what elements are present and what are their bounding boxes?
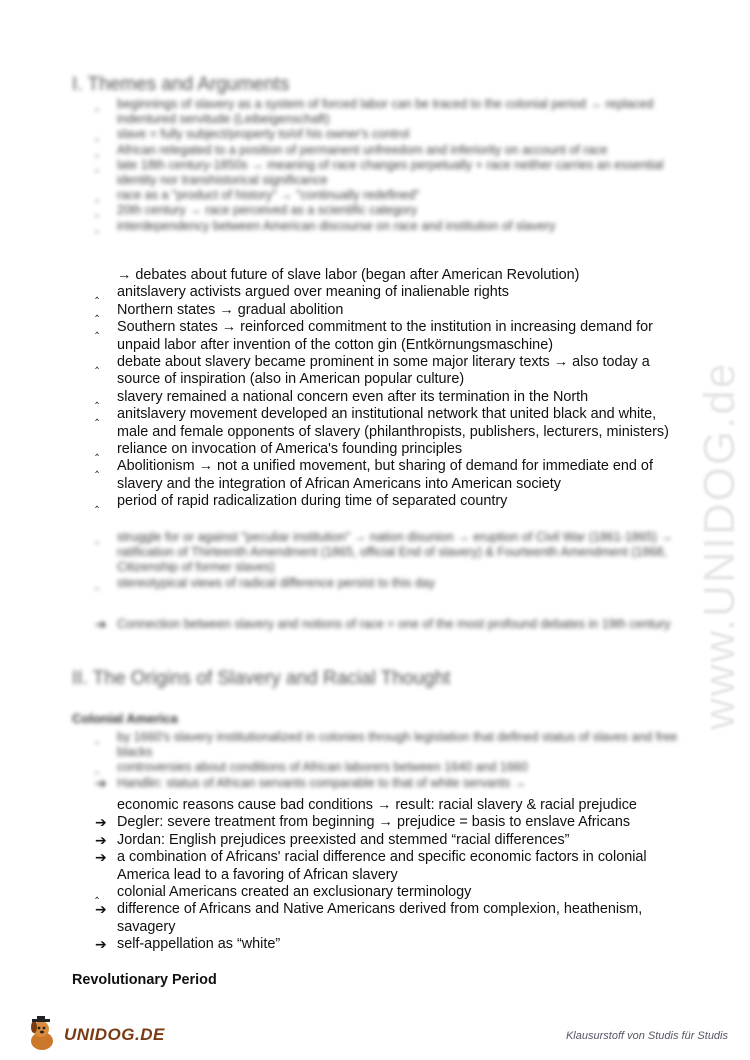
list-item: ➔ Jordan: English prejudices preexisted and stemmed “racial differences” (95, 831, 570, 848)
caret-bullet-icon: ‸ (95, 459, 100, 474)
unidog-logo[interactable] (22, 1015, 165, 1055)
list-item: ‸ reliance on invocation of America's founding principles (95, 441, 463, 458)
arrow-bullet-icon: ➔ (95, 616, 107, 632)
list-item: ➔ difference of Africans and Native Americans derived from complexion, heathenism, savagery (95, 901, 643, 935)
list-item: ‸ slave = fully subject/property to/of his owner's control (95, 127, 410, 142)
caret-bullet-icon: ‸ (95, 97, 100, 111)
caret-bullet-icon: ‸ (95, 218, 100, 233)
list-item: ‸ struggle for or against "peculiar institution" → nation disunion → eruption of Civil War (1861-1865) → ratification of Thirteenth Amendment (1865, official End of slavery) & Fourteenth Amendment (1868, Citizenship of former slaves) (95, 530, 673, 575)
caret-bullet-icon: ‸ (95, 494, 100, 509)
caret-bullet-icon: ‸ (95, 127, 100, 142)
list-item: ‸ race as a "product of history" → "continually redefined" (95, 188, 420, 203)
revolutionary-period-subheading: Revolutionary Period (72, 972, 217, 988)
caret-bullet-icon: ‸ (95, 285, 100, 300)
section-2-list (95, 814, 685, 953)
list-item: ➔ a combination of Africans' racial difference and specific economic factors in colonial America lead to a favoring of African slavery (95, 849, 647, 883)
section-1-conclusion (95, 617, 685, 632)
section-2-blurred-list (95, 730, 685, 791)
continuation-line: → debates about future of slave labor (began after American Revolution) (117, 267, 580, 283)
list-item: ‸ Northern states → gradual abolition (95, 301, 344, 318)
caret-bullet-icon: ‸ (95, 575, 100, 590)
list-item: ‸ anitslavery movement developed an institutional network that united black and white, male and female opponents of slavery (philanthropists, publishers, lecturers, ministers) (95, 406, 669, 440)
list-item: ‸ slavery remained a national concern even after its termination in the North (95, 388, 589, 405)
section-1-blurred-after (95, 530, 685, 591)
caret-bullet-icon: ‸ (95, 442, 100, 457)
list-item: ‸ by 1660's slavery institutionalized in colonies through legislation that defined status of slaves and free blacks (95, 730, 678, 760)
dog-mascot-icon (22, 1015, 62, 1055)
section-1-heading: I. Themes and Arguments (72, 74, 290, 95)
caret-bullet-icon: ‸ (95, 389, 100, 404)
arrow-bullet-icon: ➔ (95, 901, 107, 918)
caret-bullet-icon: ‸ (95, 407, 100, 422)
caret-bullet-icon: ‸ (95, 142, 100, 157)
list-item: ‸ anitslavery activists argued over meaning of inalienable rights (95, 284, 509, 301)
caret-bullet-icon: ‸ (95, 203, 100, 218)
caret-bullet-icon: ‸ (95, 302, 100, 317)
caret-bullet-icon: ‸ (95, 760, 100, 775)
list-item: ‸ debate about slavery became prominent in some major literary texts → also today a source of inspiration (also in American popular culture) (95, 354, 650, 388)
list-item: ➔ self-appellation as “white” (95, 936, 281, 953)
list-item: ‸ African relegated to a position of permanent unfreedom and inferiority on account of race (95, 142, 608, 157)
arrow-bullet-icon: ➔ (95, 936, 107, 953)
section-1-clear-block (95, 267, 685, 511)
arrow-bullet-icon: ➔ (95, 831, 107, 848)
list-item: ➔ Connection between slavery and notions of race = one of the most profound debates in 19th century (95, 616, 671, 632)
list-item: ‸ 20th century → race perceived as a scientific category (95, 203, 418, 218)
caret-bullet-icon: ‸ (95, 188, 100, 203)
section-2-clear-block (95, 797, 685, 954)
arrow-bullet-icon: ➔ (95, 774, 107, 791)
section-1-blurred-list (95, 97, 685, 234)
footer-tagline: Klausurstoff von Studis für Studis (565, 1030, 728, 1042)
list-item: ‸ Abolitionism → not a unified movement, but sharing of demand for immediate end of slavery and the integration of African Americans into American society (95, 458, 653, 492)
list-item: ‸ interdependency between American discourse on race and institution of slavery (95, 218, 556, 233)
logo-text: UNIDOG.DE (64, 1025, 165, 1044)
list-item: ➔ Degler: severe treatment from beginning → prejudice = basis to enslave Africans (95, 814, 631, 831)
list-item: ‸ Southern states → reinforced commitment to the institution in increasing demand for unpaid labor after invention of the cotton gin (Entkörnungsmaschine) (95, 319, 653, 353)
list-item: ‸ stereotypical views of radical difference persist to this day (95, 575, 435, 590)
caret-bullet-icon: ‸ (95, 157, 100, 172)
list-item: ‸ colonial Americans created an exclusionary terminology (95, 884, 472, 901)
caret-bullet-icon: ‸ (95, 355, 100, 370)
list-item: ➔ Handlin: status of African servants comparable to that of white servants → (95, 774, 527, 791)
section-1-list (95, 284, 685, 510)
list-item: ‸ beginnings of slavery as a system of forced labor can be traced to the colonial period → replaced indentured servitude (Leibeigenschaft) (95, 97, 654, 127)
caret-bullet-icon: ‸ (95, 530, 100, 544)
section-2-heading: II. The Origins of Slavery and Racial Thought (72, 668, 451, 689)
colonial-america-subheading: Colonial America (72, 711, 178, 726)
list-item: ‸ controversies about conditions of African laborers between 1640 and 1660 (95, 760, 528, 775)
caret-bullet-icon: ‸ (95, 730, 100, 744)
continuation-line: economic reasons cause bad conditions → result: racial slavery & racial prejudice (117, 797, 637, 813)
arrow-bullet-icon: ➔ (95, 849, 107, 866)
list-item: ‸ late 18th century-1850s → meaning of race changes perpetually + race neither carries an essential identity nor transhistorical significance (95, 157, 664, 188)
caret-bullet-icon: ‸ (95, 885, 100, 900)
arrow-bullet-icon: ➔ (95, 814, 107, 831)
caret-bullet-icon: ‸ (95, 320, 100, 335)
list-item: ‸ period of rapid radicalization during time of separated country (95, 493, 508, 510)
watermark: www.UNIDOG.de (695, 361, 744, 730)
